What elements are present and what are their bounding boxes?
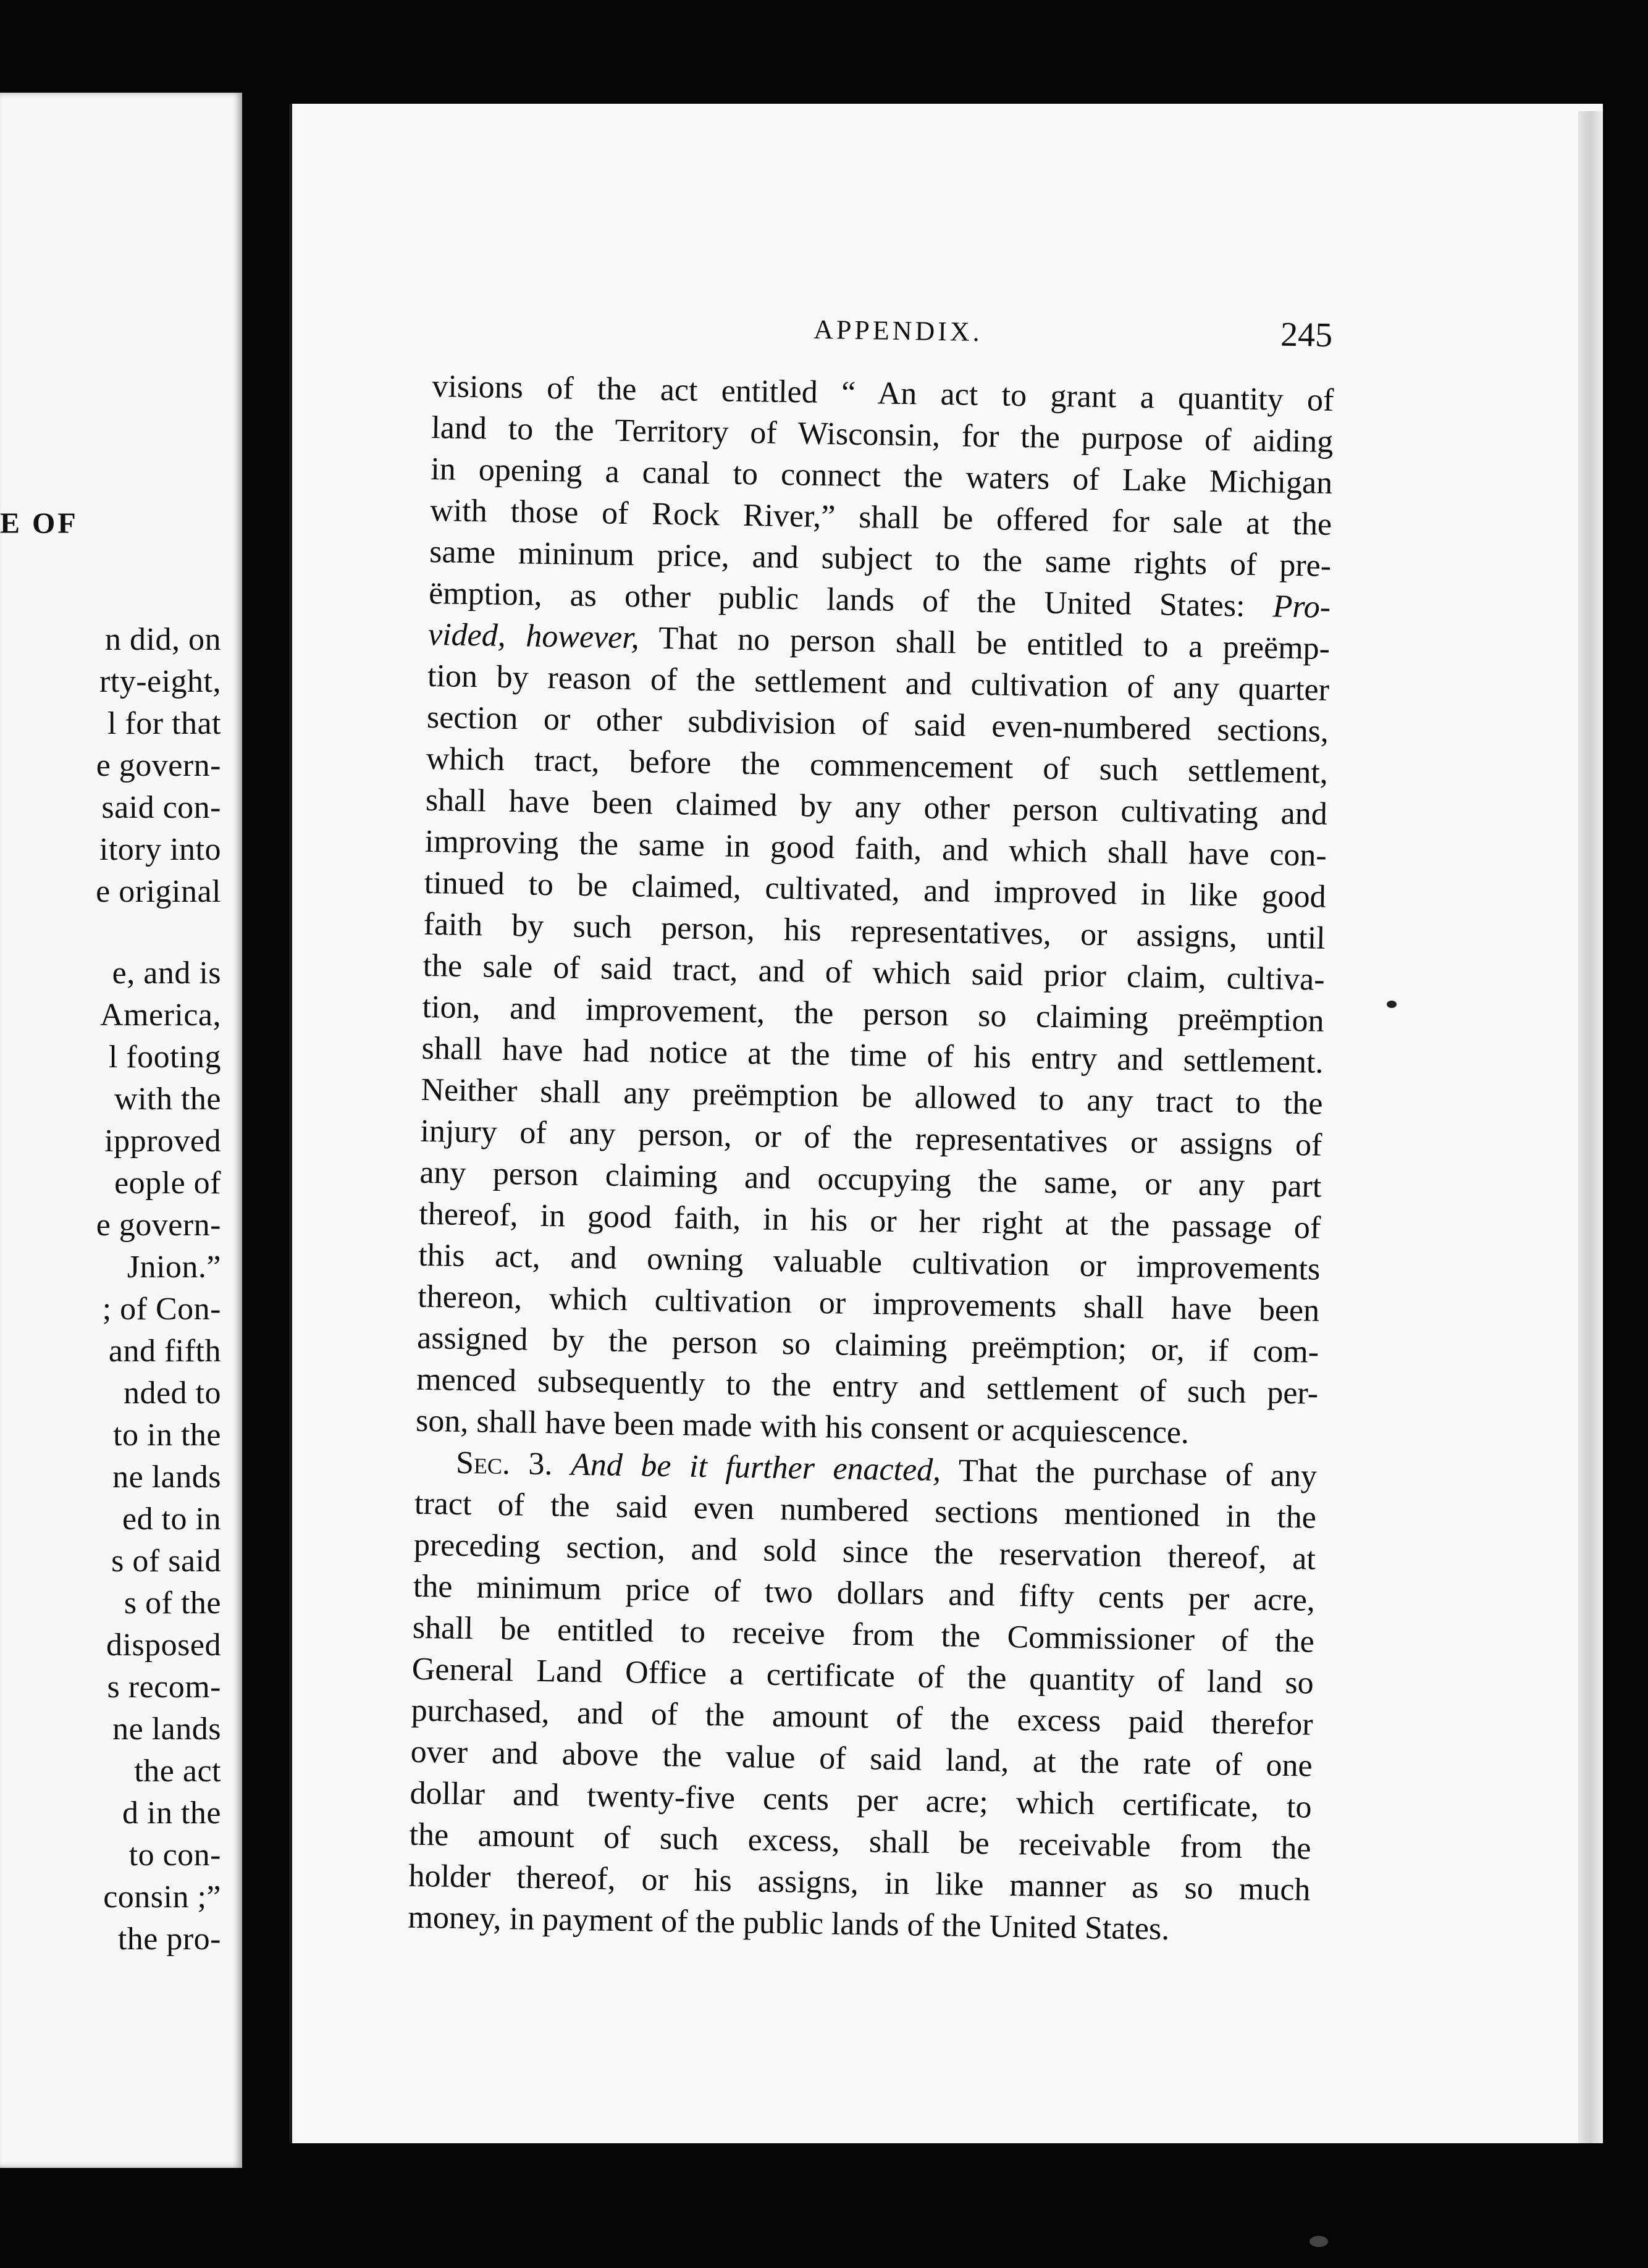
text-line: which tract, before the commencement of such settlement,: [426, 741, 1329, 791]
section-label: Sec. 3.: [455, 1445, 553, 1482]
text-line: visions of the act entitled “ An act to grant a quantity of: [432, 368, 1334, 418]
text-line: section or other subdivision of said even-numbered sections,: [426, 699, 1329, 749]
text-line: shall have been claimed by any other person cultivating and: [425, 782, 1328, 832]
left-text-fragment: s recom-: [107, 1670, 221, 1705]
text-line: menced subsequently to the entry and settlement of such per-: [416, 1361, 1319, 1411]
left-text-fragment: the pro-: [117, 1922, 221, 1957]
text-line: Neither shall any preëmption be allowed to any tract to the: [421, 1072, 1323, 1122]
left-text-fragment: with the: [114, 1082, 221, 1117]
text-line: assigned by the person so claiming preëmption; or, if com-: [416, 1320, 1319, 1370]
left-text-fragment: e govern-: [96, 748, 221, 783]
left-text-fragment: n did, on: [105, 622, 221, 657]
text-line: preceding section, and sold since the reservation thereof, at: [413, 1527, 1316, 1577]
left-text-fragment: ne lands: [112, 1460, 221, 1495]
text-line: tract of the said even numbered sections mentioned in the: [414, 1485, 1317, 1535]
text-line: in opening a canal to connect the waters of Lake Michigan: [430, 451, 1333, 501]
text-line: the sale of said tract, and of which said prior claim, cultiva-: [423, 947, 1326, 998]
text-line-part: ëmption, as other public lands of the United States:: [428, 575, 1245, 624]
text-line: tion by reason of the settlement and cultivation of any quarter: [427, 658, 1330, 708]
left-text-fragment: eople of: [114, 1166, 221, 1201]
italic-text: And be it further enacted,: [570, 1447, 941, 1489]
text-line: with those of Rock River,” shall be offered for sale at the: [429, 492, 1332, 542]
text-line: shall have had notice at the time of his entry and settlement.: [421, 1030, 1324, 1080]
text-line-part: That no person shall be entitled to a preëmp-: [639, 620, 1331, 666]
left-text-fragment: e, and is: [112, 956, 221, 991]
italic-text: Pro-: [1272, 589, 1331, 625]
left-heading-fragment: E OF: [0, 507, 78, 540]
text-line: injury of any person, or of the representatives or assigns of: [420, 1113, 1322, 1163]
left-text-fragment: disposed: [106, 1628, 221, 1663]
ink-speck: [1387, 1001, 1397, 1008]
text-line: same mininum price, and subject to the same rights of pre-: [429, 534, 1332, 584]
text-line: tion, and improvement, the person so claiming preëmption: [422, 989, 1324, 1039]
left-text-fragment: l footing: [108, 1040, 221, 1075]
text-line: General Land Office a certificate of the quantity of land so: [411, 1651, 1314, 1701]
italic-text: vided, however,: [427, 616, 640, 656]
running-head-title: APPENDIX.: [813, 314, 983, 348]
text-line: holder thereof, or his assigns, in like manner as so much: [408, 1858, 1311, 1908]
left-text-fragment: e original: [96, 874, 221, 909]
text-line: thereon, which cultivation or improvements shall have been: [417, 1279, 1320, 1329]
text-line: land to the Territory of Wisconsin, for the purpose of aiding: [431, 410, 1334, 460]
text-line: improving the same in good faith, and which shall have con-: [424, 823, 1327, 873]
text-line: son, shall have been made with his consent or acquiescence.: [415, 1403, 1190, 1451]
text-line: faith by such person, his representatives, or assigns, until: [423, 906, 1326, 956]
page-number: 245: [1280, 315, 1333, 355]
left-text-fragment: consin ;”: [103, 1880, 221, 1915]
left-text-fragment: l for that: [107, 706, 221, 741]
left-text-fragment: the act: [134, 1754, 221, 1789]
ink-speck: [1310, 2236, 1328, 2247]
left-page: [0, 93, 242, 2168]
left-text-fragment: e govern-: [96, 1208, 221, 1243]
left-text-fragment: d in the: [122, 1796, 221, 1831]
left-text-fragment: s of said: [111, 1544, 221, 1579]
left-text-fragment: America,: [99, 998, 221, 1033]
left-text-fragment: to con-: [128, 1838, 221, 1873]
text-line: dollar and twenty-five cents per acre; which certificate, to: [410, 1775, 1312, 1825]
text-line: money, in payment of the public lands of the United States.: [408, 1899, 1170, 1947]
left-text-fragment: rty-eight,: [99, 664, 221, 699]
left-text-fragment: ed to in: [122, 1502, 221, 1537]
text-line: shall be entitled to receive from the Commissioner of the: [412, 1610, 1315, 1660]
left-text-fragment: ne lands: [112, 1712, 221, 1747]
text-line: the minimum price of two dollars and fifty cents per acre,: [413, 1568, 1316, 1618]
body-text: [408, 366, 1334, 1952]
left-text-fragment: nded to: [123, 1376, 221, 1411]
text-line: over and above the value of said land, at the rate of one: [410, 1734, 1313, 1784]
text-line-part: That the purchase of any: [940, 1453, 1318, 1494]
left-text-fragment: itory into: [99, 832, 221, 867]
left-text-fragment: ; of Con-: [102, 1292, 221, 1327]
left-text-fragment: and fifth: [108, 1334, 221, 1369]
text-line: thereof, in good faith, in his or her right at the passage of: [418, 1196, 1321, 1246]
text-line: the amount of such excess, shall be receivable from the: [409, 1816, 1311, 1867]
left-text-fragment: s of the: [124, 1586, 221, 1621]
left-text-fragment: ipproved: [104, 1124, 221, 1159]
text-line: this act, and owning valuable cultivation or improvements: [418, 1237, 1321, 1287]
page-edge: [1578, 111, 1603, 2143]
left-text-fragment: to in the: [113, 1418, 221, 1453]
text-line: purchased, and of the amount of the excess paid therefor: [411, 1692, 1314, 1742]
left-text-fragment: said con-: [101, 790, 221, 825]
left-text-fragment: Jnion.”: [127, 1250, 221, 1285]
text-line: tinued to be claimed, cultivated, and improved in like good: [424, 865, 1327, 915]
text-line: any person claiming and occupying the same, or any part: [419, 1154, 1322, 1204]
